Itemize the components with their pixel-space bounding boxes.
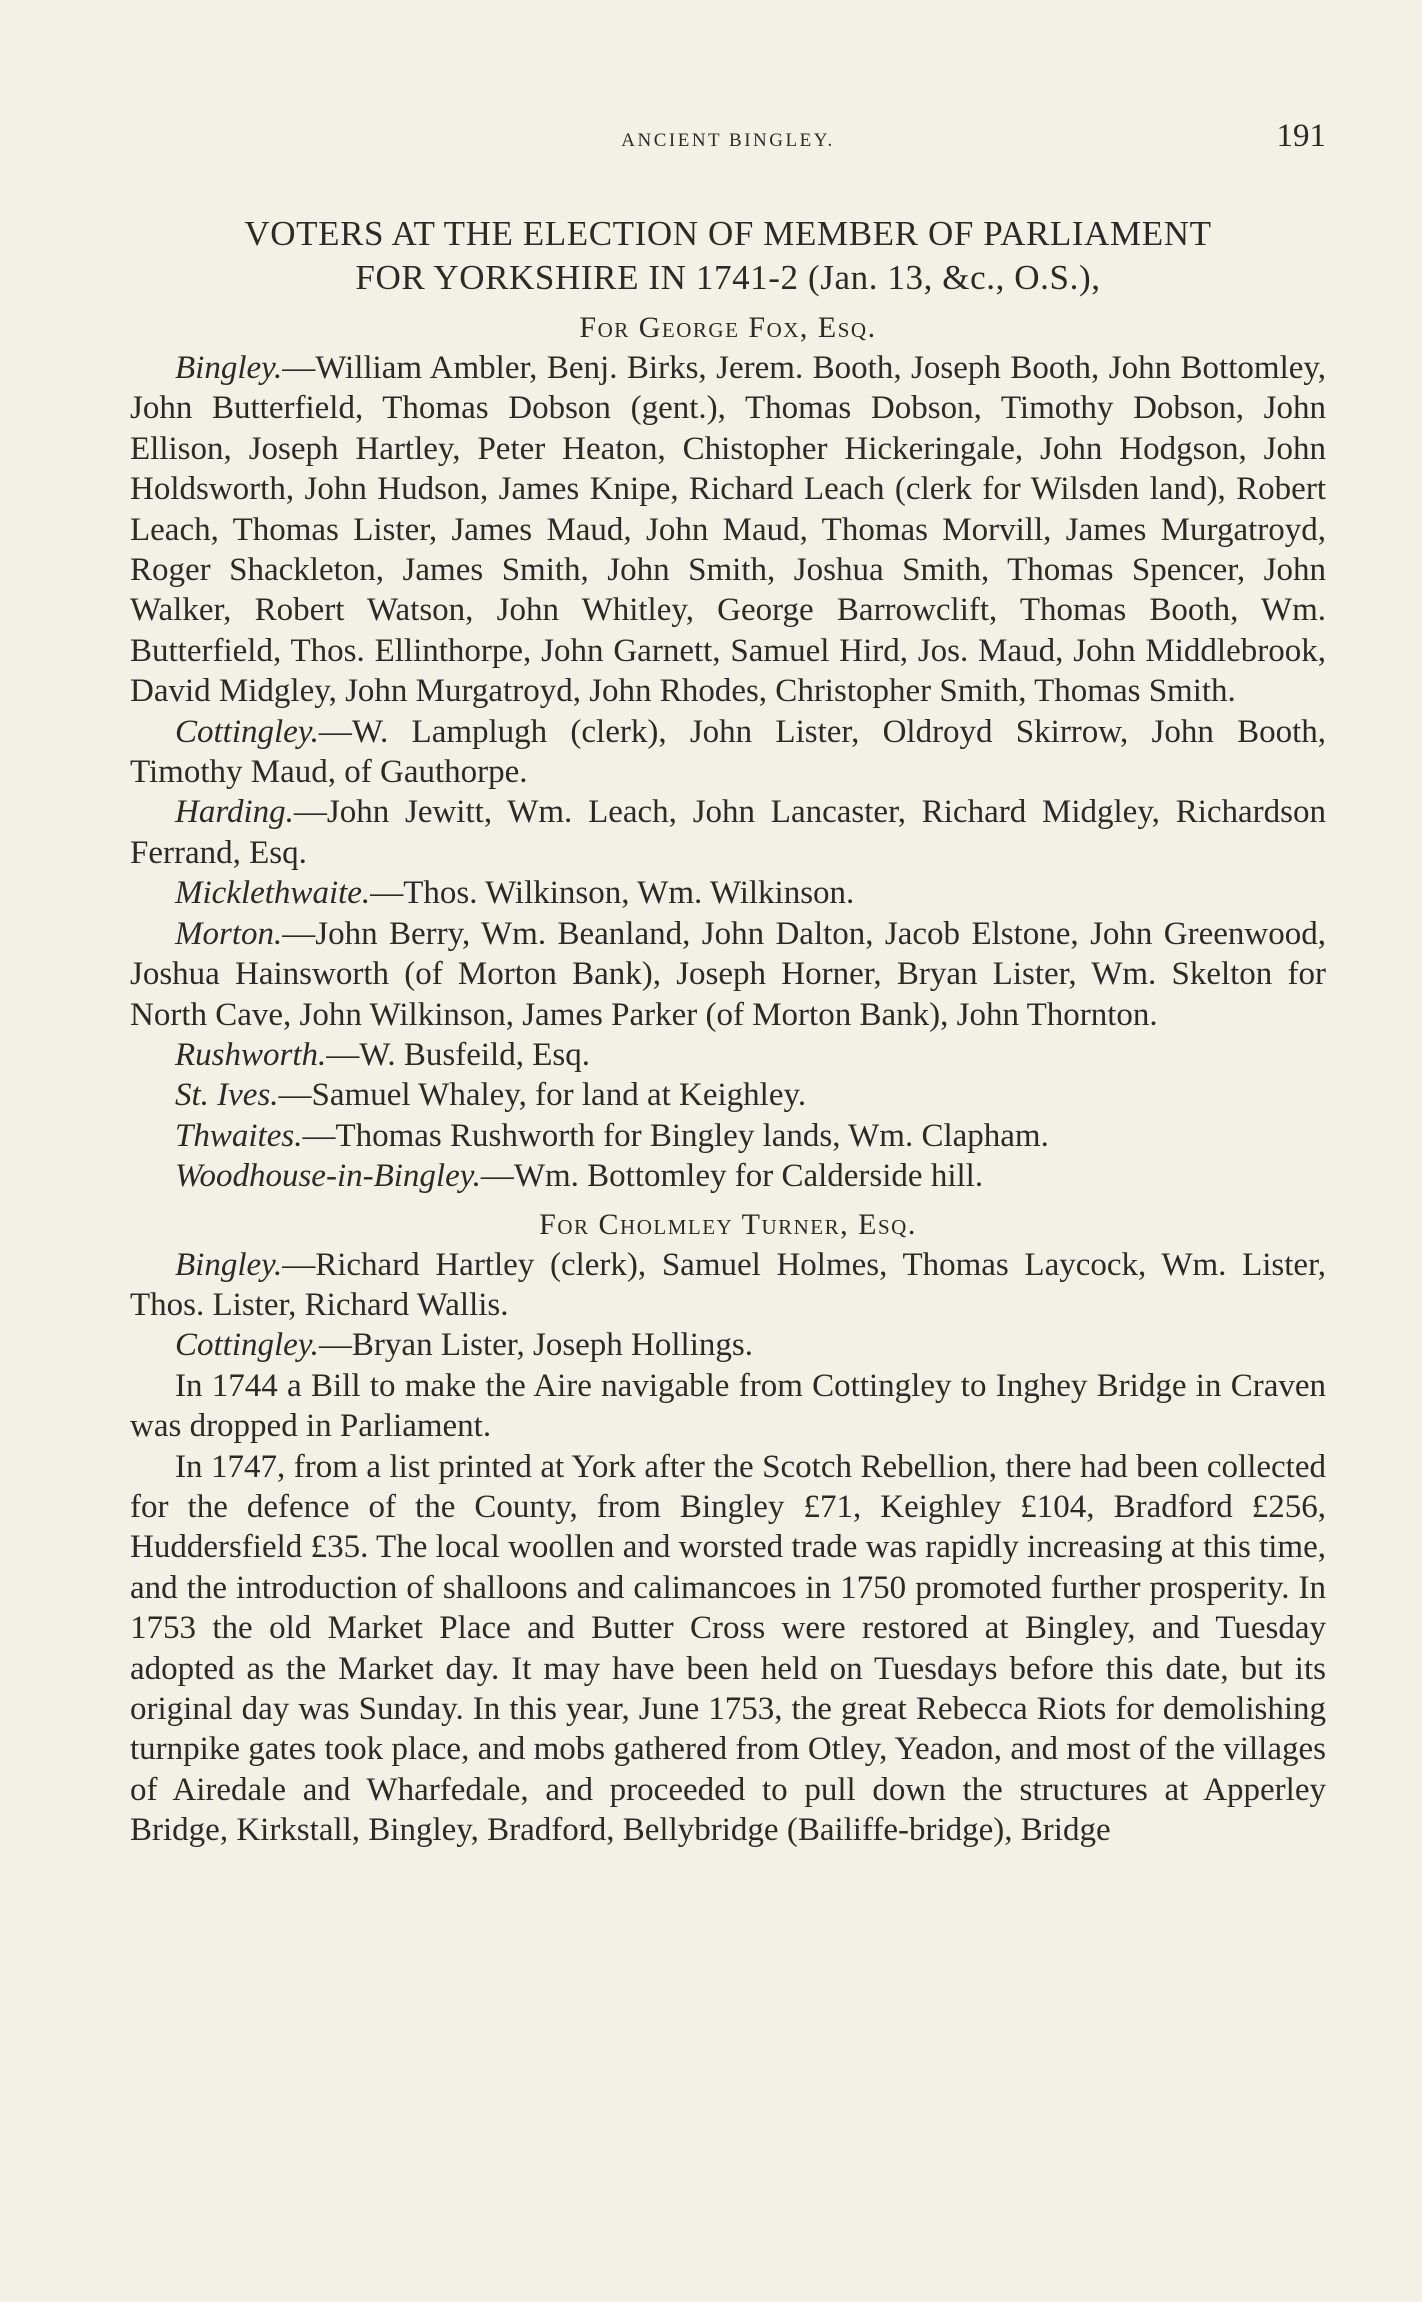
- voter-names: —Samuel Whaley, for land at Keighley.: [278, 1077, 807, 1114]
- voter-names: —Richard Hartley (clerk), Samuel Holmes, Thomas Laycock, Wm. Lister, Thos. Lister, Richard Wallis.: [130, 1246, 1326, 1323]
- voter-list-paragraph: [130, 1075, 1326, 1115]
- voter-names: —Bryan Lister, Joseph Hollings.: [318, 1327, 753, 1364]
- voter-list-paragraph: [130, 914, 1326, 1035]
- voter-list-paragraph: [130, 1156, 1326, 1196]
- voter-names: —John Berry, Wm. Beanland, John Dalton, Jacob Elstone, John Greenwood, Joshua Hainsworth (of Morton Bank), Joseph Horner, Bryan Lister, Wm. Skelton for North Cave, John Wilkinson, James Parker (of Morton Bank), John Thornton.: [130, 915, 1326, 1033]
- voter-list-paragraph: [130, 1325, 1326, 1365]
- voter-names: —W. Lamplugh (clerk), John Lister, Oldroyd Skirrow, John Booth, Timothy Maud, of Gauthorpe.: [130, 713, 1326, 791]
- voter-list-paragraph: [130, 873, 1326, 913]
- place-name: Micklethwaite.: [175, 875, 371, 912]
- voter-list-paragraph: [130, 712, 1326, 793]
- running-head: [130, 118, 1326, 166]
- voter-list-paragraph: [130, 1035, 1326, 1075]
- place-name: Bingley.: [175, 350, 283, 386]
- body-paragraph: In 1747, from a list printed at York after the Scotch Rebellion, there had been collected for the defence of the County, from Bingley £71, Keighley £104, Bradford £256, Huddersfield £35. The local woollen and worsted trade was rapidly increasing at this time, and the introduction of shalloons and calimancoes in 1750 promoted further prosperity. In 1753 the old Market Place and Butter Cross were restored at Bingley, and Tuesday adopted as the Market day. It may have been held on Tuesdays before this date, but its original day was Sunday. In this year, June 1753, the great Rebecca Riots for demolishing turnpike gates took place, and mobs gathered from Otley, Yeadon, and most of the villages of Airedale and Wharfedale, and proceeded to pull down the structures at Apperley Bridge, Kirkstall, Bingley, Bradford, Bellybridge (Bailiffe-bridge), Bridge: [130, 1448, 1326, 1849]
- voter-names: —W. Busfeild, Esq.: [326, 1036, 590, 1073]
- running-title: ANCIENT BINGLEY.: [621, 130, 835, 151]
- section-heading-line-1: VOTERS AT THE ELECTION OF MEMBER OF PARLIAMENT: [244, 214, 1212, 253]
- place-name: Thwaites.: [175, 1117, 303, 1154]
- voter-names: —Thos. Wilkinson, Wm. Wilkinson.: [370, 875, 855, 912]
- candidate-heading-fox: For George Fox, Esq.: [579, 311, 877, 344]
- place-name: Rushworth.: [175, 1036, 327, 1073]
- voter-list-paragraph: [130, 1245, 1326, 1326]
- place-name: Harding.: [175, 794, 294, 831]
- voter-names: —William Ambler, Benj. Birks, Jerem. Booth, Joseph Booth, John Bottomley, John Butterfield, Thomas Dobson (gent.), Thomas Dobson, Timothy Dobson, John Ellison, Joseph Hartley, Peter Heaton, Chistopher Hickeringale, John Hodgson, John Holdsworth, John Hudson, James Knipe, Richard Leach (clerk for Wilsden land), Robert Leach, Thomas Lister, James Maud, John Maud, Thomas Morvill, James Murgatroyd, Roger Shackleton, James Smith, John Smith, Joshua Smith, Thomas Spencer, John Walker, Robert Watson, John Whitley, George Barrowclift, Thomas Booth, Wm. Butterfield, Thos. Ellinthorpe, John Garnett, Samuel Hird, Jos. Maud, John Middlebrook, David Midgley, John Murgatroyd, John Rhodes, Christopher Smith, Thomas Smith.: [130, 350, 1326, 710]
- body-paragraph: In 1744 a Bill to make the Aire navigable from Cottingley to Inghey Bridge in Craven was dropped in Parliament.: [130, 1367, 1326, 1445]
- place-name: Morton.: [175, 915, 283, 952]
- place-name: Cottingley.: [175, 713, 319, 750]
- section-heading-line-2: FOR YORKSHIRE IN 1741-2 (Jan. 13, &c., O.S.),: [355, 258, 1101, 297]
- voter-list-paragraph: [130, 1116, 1326, 1156]
- place-name: St. Ives.: [175, 1077, 279, 1114]
- book-page: [130, 118, 1326, 1851]
- page-number: 191: [1276, 118, 1326, 154]
- place-name: Woodhouse-in-Bingley.: [175, 1158, 481, 1195]
- voter-list-paragraph: [130, 792, 1326, 873]
- candidate-heading-turner: For Cholmley Turner, Esq.: [539, 1207, 917, 1241]
- place-name: Bingley.: [175, 1246, 283, 1283]
- place-name: Cottingley.: [175, 1327, 319, 1364]
- voter-names: —Wm. Bottomley for Calderside hill.: [480, 1158, 984, 1195]
- voter-names: —Thomas Rushworth for Bingley lands, Wm. Clapham.: [302, 1117, 1049, 1154]
- voter-list-paragraph: [130, 348, 1326, 712]
- voter-names: —John Jewitt, Wm. Leach, John Lancaster, Richard Midgley, Richardson Ferrand, Esq.: [130, 794, 1326, 871]
